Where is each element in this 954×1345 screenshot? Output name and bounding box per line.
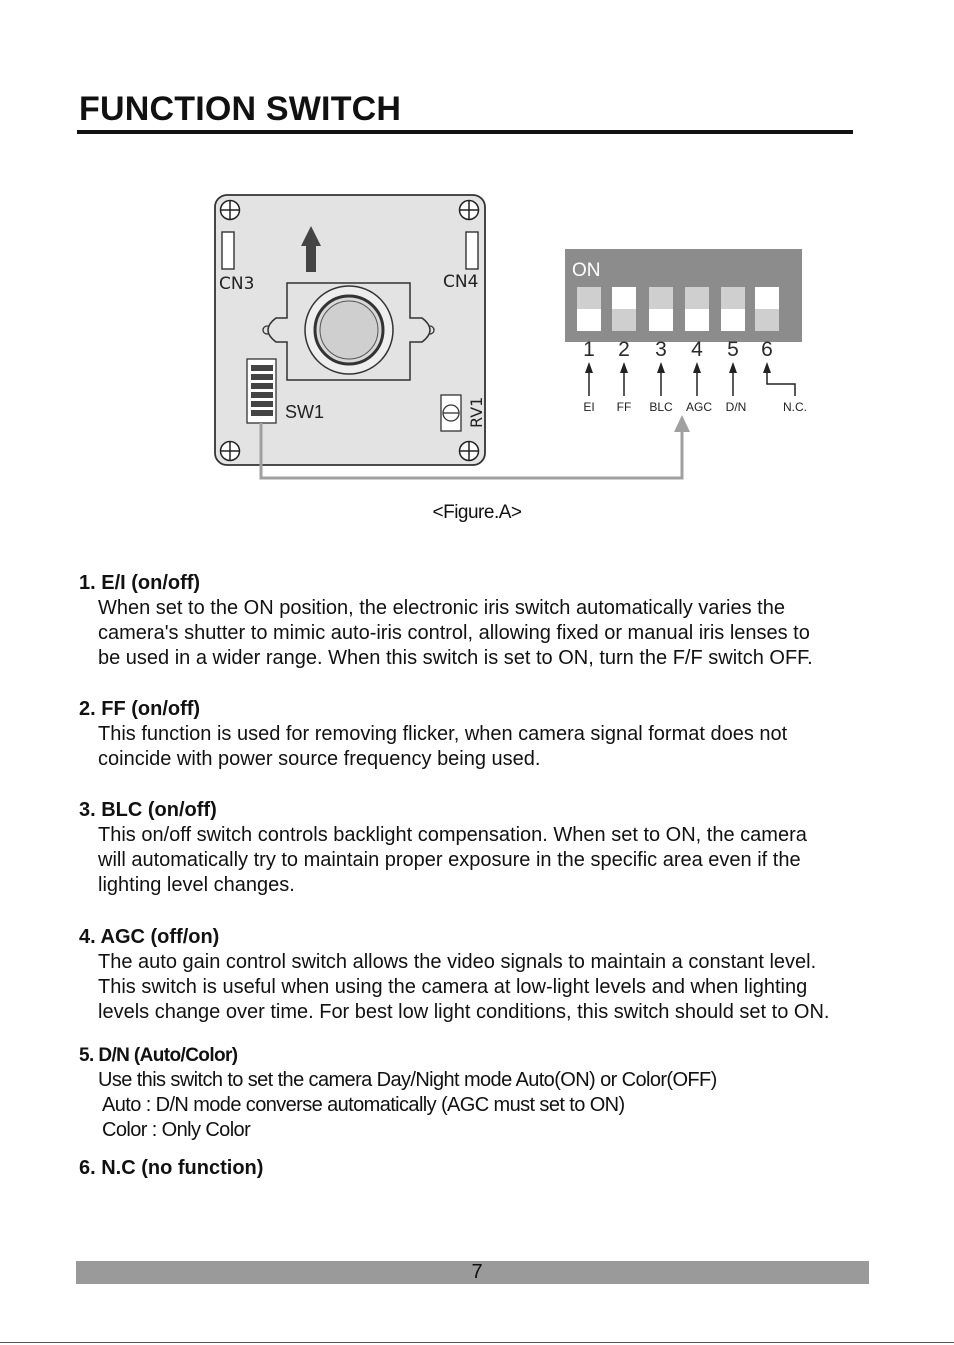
page-title: FUNCTION SWITCH [79,90,402,128]
dip-switch-3 [649,287,673,331]
screw-icon [221,201,240,220]
screw-icon [460,201,479,220]
screw-icon [460,442,479,461]
lens-mount [263,283,434,380]
dip-number: 2 [618,338,630,361]
page-number: 7 [471,1261,483,1283]
nc-arrow-icon [763,362,795,396]
section-text-line: lighting level changes. [98,874,295,896]
section-dn [79,1043,929,1143]
dip-number: 4 [691,338,703,361]
section-text-line: Use this switch to set the camera Day/Night mode Auto(ON) or Color(OFF) [98,1069,717,1091]
up-arrow-icon [585,362,593,396]
dip-switch-detail [565,249,807,414]
dip-function-label: EI [583,400,595,414]
cn3-label: CN3 [219,274,255,294]
camera-board [215,195,486,465]
rv1-label: RV1 [467,396,486,428]
figure-a-diagram [0,0,954,540]
section-title: 3. BLC (on/off) [79,799,217,821]
dip-switch-2 [612,287,636,331]
figure-caption: <Figure.A> [432,502,522,523]
section-text-line: Color : Only Color [102,1119,251,1141]
section-ei [79,571,929,671]
section-text-line: This switch is useful when using the camera at low-light levels and when lighting [98,976,808,998]
section-text-line: Auto : D/N mode converse automatically (AGC must set to ON) [102,1094,625,1116]
up-arrow-icon [620,362,628,396]
cn4-label: CN4 [443,272,479,292]
dip-number: 1 [583,338,595,361]
section-blc [79,798,929,898]
section-title: 5. D/N (Auto/Color) [79,1045,238,1066]
dip-function-label: FF [616,400,632,414]
section-title: 6. N.C (no function) [79,1157,264,1179]
section-nc [79,1156,929,1181]
section-text-line: This function is used for removing flicker, when camera signal format does not [98,723,788,745]
dip-function-label: BLC [649,400,673,414]
dip-function-label: D/N [725,400,747,414]
dip-switch-5 [721,287,745,331]
section-text-line: When set to the ON position, the electronic iris switch automatically varies the [98,597,785,619]
dip-number: 3 [655,338,667,361]
rv1-potentiometer [441,395,461,431]
sw1-label: SW1 [285,402,325,422]
section-text-line: levels change over time. For best low light conditions, this switch should set to ON. [98,1001,830,1023]
dip-switch-4 [685,287,709,331]
cn4-connector [466,232,478,269]
section-title: 2. FF (on/off) [79,698,201,720]
dip-switch-1 [577,287,601,331]
bottom-rule [0,1342,954,1343]
up-arrow-icon [693,362,701,396]
dip-function-label: N.C. [783,400,807,414]
section-title: 4. AGC (off/on) [79,926,220,948]
section-text-line: coincide with power source frequency being used. [98,748,541,770]
section-ff [79,697,929,772]
sw1-dip-switch [247,359,276,423]
section-title: 1. E/I (on/off) [79,572,201,594]
dip-switch-6 [755,287,779,331]
section-agc [79,925,929,1025]
dip-function-label: AGC [685,400,713,414]
dip-on-label: ON [572,260,601,281]
dip-number: 6 [761,338,773,361]
screw-icon [221,442,240,461]
section-text-line: camera's shutter to mimic auto-iris control, allowing fixed or manual iris lenses to [98,622,810,644]
up-arrow-icon [657,362,665,396]
dip-number: 5 [727,338,739,361]
section-text-line: The auto gain control switch allows the video signals to maintain a constant level. [98,951,817,973]
cn3-connector [222,232,234,269]
section-text-line: This on/off switch controls backlight compensation. When set to ON, the camera [98,824,807,846]
section-text-line: be used in a wider range. When this switch is set to ON, turn the F/F switch OFF. [98,647,813,669]
section-text-line: will automatically try to maintain proper exposure in the specific area even if the [98,849,801,871]
up-arrow-icon [729,362,737,396]
